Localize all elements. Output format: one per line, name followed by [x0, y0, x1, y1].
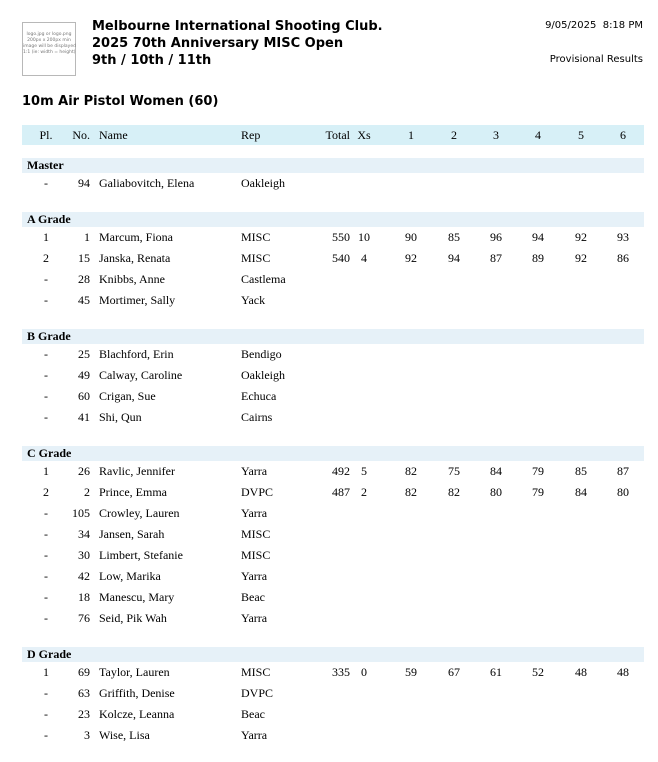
header-series-4: 4: [535, 128, 541, 142]
print-time: 8:18 PM: [602, 20, 643, 31]
logo-text-line: 200px x 200px min: [27, 38, 71, 43]
table-row: [0, 461, 658, 482]
print-timestamp: [545, 20, 643, 31]
cell-name: Janska, Renata: [99, 251, 171, 265]
cell-place: -: [44, 389, 48, 403]
cell-place: 1: [43, 230, 49, 244]
grade-header: [0, 446, 658, 461]
cell-place: -: [44, 590, 48, 604]
cell-series-5: 48: [575, 665, 587, 679]
cell-xs: 10: [358, 230, 370, 244]
cell-rep: MISC: [241, 527, 271, 541]
grade-header-band: [22, 329, 644, 344]
cell-series-6: 87: [617, 464, 629, 478]
cell-rep: DVPC: [241, 686, 274, 700]
cell-series-3: 84: [490, 464, 502, 478]
cell-name: Limbert, Stefanie: [99, 548, 183, 562]
cell-name: Marcum, Fiona: [99, 230, 173, 244]
cell-series-6: 48: [617, 665, 629, 679]
cell-name: Low, Marika: [99, 569, 161, 583]
cell-place: -: [44, 506, 48, 520]
cell-series-5: 92: [575, 230, 587, 244]
cell-number: 2: [84, 485, 90, 499]
cell-series-3: 61: [490, 665, 502, 679]
cell-number: 28: [78, 272, 90, 286]
header-xs: Xs: [357, 128, 371, 142]
cell-place: -: [44, 686, 48, 700]
cell-series-6: 93: [617, 230, 629, 244]
cell-place: -: [44, 347, 48, 361]
cell-number: 30: [78, 548, 90, 562]
cell-number: 3: [84, 728, 90, 742]
cell-number: 41: [78, 410, 90, 424]
header-series-5: 5: [578, 128, 584, 142]
cell-place: 2: [43, 251, 49, 265]
cell-series-1: 59: [405, 665, 417, 679]
table-row: [0, 704, 658, 725]
logo-text-line: logo.jpg or logo.png: [26, 32, 72, 37]
grade-name: D Grade: [27, 647, 72, 661]
cell-number: 15: [78, 251, 90, 265]
cell-number: 23: [78, 707, 90, 721]
cell-series-1: 90: [405, 230, 417, 244]
grade-header-band: [22, 446, 644, 461]
cell-rep: Beac: [241, 590, 265, 604]
results-table: [0, 158, 658, 746]
cell-rep: Castlema: [241, 272, 286, 286]
event-title: 10m Air Pistol Women (60): [22, 94, 219, 109]
cell-rep: Oakleigh: [241, 176, 285, 190]
cell-place: 2: [43, 485, 49, 499]
cell-place: 1: [43, 464, 49, 478]
header-total: Total: [325, 128, 350, 142]
header-rep: Rep: [241, 128, 261, 142]
cell-series-3: 80: [490, 485, 502, 499]
cell-place: 1: [43, 665, 49, 679]
cell-rep: Yarra: [241, 506, 268, 520]
event-name: 2025 70th Anniversary MISC Open: [92, 36, 344, 51]
cell-name: Taylor, Lauren: [99, 665, 170, 679]
cell-rep: DVPC: [241, 485, 274, 499]
cell-rep: Bendigo: [241, 347, 282, 361]
cell-name: Prince, Emma: [99, 485, 167, 499]
grade-name: Master: [27, 158, 64, 172]
table-row: [0, 662, 658, 683]
cell-xs: 2: [361, 485, 367, 499]
cell-number: 105: [72, 506, 90, 520]
cell-place: -: [44, 611, 48, 625]
header-place: Pl.: [39, 128, 53, 142]
header-name: Name: [99, 128, 128, 142]
cell-place: -: [44, 707, 48, 721]
cell-number: 45: [78, 293, 90, 307]
cell-rep: Yarra: [241, 569, 268, 583]
cell-xs: 4: [361, 251, 367, 265]
cell-series-6: 86: [617, 251, 629, 265]
logo-placeholder: [22, 22, 76, 76]
cell-place: -: [44, 293, 48, 307]
cell-rep: Yarra: [241, 611, 268, 625]
cell-rep: Yarra: [241, 464, 268, 478]
cell-series-6: 80: [617, 485, 629, 499]
cell-xs: 0: [361, 665, 367, 679]
cell-name: Ravlic, Jennifer: [99, 464, 175, 478]
table-row: [0, 365, 658, 386]
section-spacer: [0, 194, 658, 212]
cell-place: -: [44, 176, 48, 190]
cell-number: 69: [78, 665, 90, 679]
header-series-3: 3: [493, 128, 499, 142]
cell-series-4: 79: [532, 485, 544, 499]
results-status: Provisional Results: [549, 54, 643, 65]
cell-rep: MISC: [241, 665, 271, 679]
cell-name: Wise, Lisa: [99, 728, 150, 742]
cell-rep: MISC: [241, 548, 271, 562]
cell-series-5: 85: [575, 464, 587, 478]
cell-total: 550: [332, 230, 350, 244]
cell-series-5: 84: [575, 485, 587, 499]
cell-series-1: 92: [405, 251, 417, 265]
grade-header: [0, 158, 658, 173]
grade-name: B Grade: [27, 329, 71, 343]
cell-number: 42: [78, 569, 90, 583]
cell-name: Calway, Caroline: [99, 368, 183, 382]
cell-series-2: 82: [448, 485, 460, 499]
cell-place: -: [44, 548, 48, 562]
club-name: Melbourne International Shooting Club.: [92, 19, 383, 34]
cell-rep: Yack: [241, 293, 266, 307]
cell-total: 335: [332, 665, 350, 679]
cell-series-5: 92: [575, 251, 587, 265]
table-row: [0, 290, 658, 311]
header-series-6: 6: [620, 128, 626, 142]
cell-place: -: [44, 410, 48, 424]
table-row: [0, 344, 658, 365]
cell-name: Blachford, Erin: [99, 347, 174, 361]
cell-series-2: 67: [448, 665, 460, 679]
table-row: [0, 269, 658, 290]
cell-name: Kolcze, Leanna: [99, 707, 175, 721]
cell-name: Knibbs, Anne: [99, 272, 165, 286]
cell-number: 34: [78, 527, 90, 541]
header-series-1: 1: [408, 128, 414, 142]
cell-rep: Oakleigh: [241, 368, 285, 382]
table-row: [0, 227, 658, 248]
cell-series-3: 96: [490, 230, 502, 244]
cell-name: Crowley, Lauren: [99, 506, 180, 520]
cell-place: -: [44, 728, 48, 742]
cell-series-3: 87: [490, 251, 502, 265]
cell-series-2: 94: [448, 251, 460, 265]
column-header-row: [22, 125, 644, 145]
cell-rep: MISC: [241, 230, 271, 244]
cell-number: 60: [78, 389, 90, 403]
grade-header-band: [22, 158, 644, 173]
table-row: [0, 545, 658, 566]
cell-rep: Cairns: [241, 410, 273, 424]
report-heading: [92, 18, 383, 69]
section-spacer: [0, 428, 658, 446]
table-row: [0, 608, 658, 629]
table-row: [0, 482, 658, 503]
header-series-2: 2: [451, 128, 457, 142]
cell-rep: Beac: [241, 707, 265, 721]
print-date: 9/05/2025: [545, 20, 597, 31]
table-row: [0, 683, 658, 704]
logo-text-line: 1:1 (ie: width = height): [23, 50, 76, 55]
logo-text-line: image will be displayed: [23, 44, 76, 49]
cell-series-1: 82: [405, 464, 417, 478]
cell-number: 94: [78, 176, 90, 190]
cell-place: -: [44, 368, 48, 382]
table-row: [0, 503, 658, 524]
cell-name: Galiabovitch, Elena: [99, 176, 195, 190]
cell-name: Crigan, Sue: [99, 389, 156, 403]
cell-name: Griffith, Denise: [99, 686, 175, 700]
cell-number: 26: [78, 464, 90, 478]
grade-header-band: [22, 212, 644, 227]
cell-series-4: 94: [532, 230, 544, 244]
table-row: [0, 248, 658, 269]
grade-name: A Grade: [27, 212, 71, 226]
cell-total: 487: [332, 485, 350, 499]
table-row: [0, 587, 658, 608]
cell-series-4: 52: [532, 665, 544, 679]
table-row: [0, 725, 658, 746]
cell-name: Shi, Qun: [99, 410, 142, 424]
cell-rep: MISC: [241, 251, 271, 265]
cell-rep: Echuca: [241, 389, 277, 403]
cell-number: 1: [84, 230, 90, 244]
cell-place: -: [44, 527, 48, 541]
cell-series-2: 75: [448, 464, 460, 478]
cell-total: 492: [332, 464, 350, 478]
cell-total: 540: [332, 251, 350, 265]
table-row: [0, 407, 658, 428]
event-dates: 9th / 10th / 11th: [92, 53, 212, 68]
cell-number: 25: [78, 347, 90, 361]
cell-name: Manescu, Mary: [99, 590, 175, 604]
cell-number: 76: [78, 611, 90, 625]
section-spacer: [0, 629, 658, 647]
cell-series-4: 89: [532, 251, 544, 265]
table-row: [0, 173, 658, 194]
grade-header: [0, 647, 658, 662]
cell-rep: Yarra: [241, 728, 268, 742]
cell-series-1: 82: [405, 485, 417, 499]
section-spacer: [0, 311, 658, 329]
cell-name: Jansen, Sarah: [99, 527, 165, 541]
cell-number: 49: [78, 368, 90, 382]
cell-series-2: 85: [448, 230, 460, 244]
cell-number: 18: [78, 590, 90, 604]
cell-number: 63: [78, 686, 90, 700]
table-row: [0, 386, 658, 407]
cell-place: -: [44, 569, 48, 583]
cell-xs: 5: [361, 464, 367, 478]
cell-place: -: [44, 272, 48, 286]
grade-header-band: [22, 647, 644, 662]
cell-series-4: 79: [532, 464, 544, 478]
cell-name: Seid, Pik Wah: [99, 611, 167, 625]
grade-name: C Grade: [27, 446, 72, 460]
grade-header: [0, 212, 658, 227]
header-number: No.: [72, 128, 90, 142]
cell-name: Mortimer, Sally: [99, 293, 176, 307]
table-row: [0, 524, 658, 545]
grade-header: [0, 329, 658, 344]
table-row: [0, 566, 658, 587]
